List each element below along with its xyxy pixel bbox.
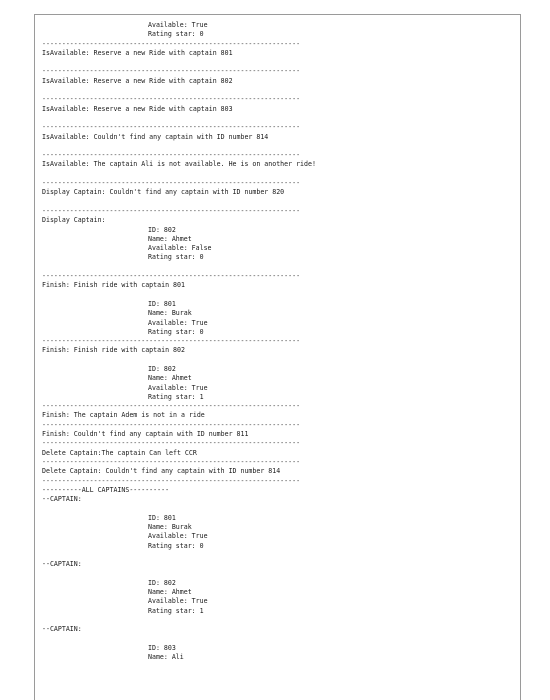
blank-line bbox=[42, 142, 520, 151]
log-line: Finish: The captain Adem is not in a ride bbox=[42, 411, 205, 420]
log-line: Finish: Couldn't find any captain with ID number 811 bbox=[42, 430, 249, 439]
blank-line bbox=[42, 263, 520, 272]
captain-detail-line: Rating star: 1 bbox=[148, 606, 204, 615]
captain-detail-line: Name: Ahmet bbox=[148, 234, 192, 243]
log-line: Finish: Finish ride with captain 802 bbox=[42, 346, 185, 355]
captain-detail-line: ID: 801 bbox=[148, 513, 176, 522]
log-line: Display Captain: Couldn't find any captain with ID number 820 bbox=[42, 188, 285, 197]
captain-detail-line: ID: 802 bbox=[148, 225, 176, 234]
blank-line bbox=[42, 504, 520, 513]
blank-line bbox=[42, 356, 520, 365]
captain-detail-line: Rating star: 0 bbox=[148, 30, 204, 39]
separator-line: ----------------------------------------------------------------- bbox=[42, 420, 301, 429]
captain-detail-line: ID: 803 bbox=[148, 643, 176, 652]
captain-detail-line: ID: 801 bbox=[148, 299, 176, 308]
console-output bbox=[42, 21, 520, 662]
log-line: IsAvailable: Reserve a new Ride with captain 801 bbox=[42, 48, 233, 57]
separator-line: ----------------------------------------------------------------- bbox=[42, 439, 301, 448]
separator-line: ----------------------------------------------------------------- bbox=[42, 67, 301, 76]
log-line: IsAvailable: Couldn't find any captain with ID number 814 bbox=[42, 132, 269, 141]
separator-line: ----------------------------------------------------------------- bbox=[42, 39, 301, 48]
blank-line bbox=[42, 198, 520, 207]
log-line: Delete Captain:The captain Can left CCR bbox=[42, 448, 197, 457]
captain-detail-line: Available: True bbox=[148, 597, 208, 606]
blank-line bbox=[42, 570, 520, 579]
separator-line: ----------------------------------------------------------------- bbox=[42, 206, 301, 215]
blank-line bbox=[42, 551, 520, 560]
captain-detail-line: Name: Burak bbox=[148, 523, 192, 532]
captain-detail-line: ID: 802 bbox=[148, 364, 176, 373]
log-line: Delete Captain: Couldn't find any captain with ID number 814 bbox=[42, 467, 281, 476]
separator-line: ----------------------------------------------------------------- bbox=[42, 179, 301, 188]
log-line: Display Captain: bbox=[42, 216, 106, 225]
blank-line bbox=[42, 114, 520, 123]
log-line: IsAvailable: Reserve a new Ride with captain 803 bbox=[42, 104, 233, 113]
captain-detail-line: Available: False bbox=[148, 244, 212, 253]
blank-line bbox=[42, 291, 520, 300]
captain-detail-line: ID: 802 bbox=[148, 578, 176, 587]
blank-line bbox=[42, 58, 520, 67]
blank-line bbox=[42, 635, 520, 644]
log-line: ----------ALL CAPTAINS---------- bbox=[42, 485, 170, 494]
captain-detail-line: Rating star: 0 bbox=[148, 327, 204, 336]
captain-detail-line: Rating star: 0 bbox=[148, 541, 204, 550]
separator-line: ----------------------------------------------------------------- bbox=[42, 123, 301, 132]
log-line: IsAvailable: The captain Ali is not available. He is on another ride! bbox=[42, 160, 316, 169]
log-line: Finish: Finish ride with captain 801 bbox=[42, 281, 185, 290]
captain-detail-line: Available: True bbox=[148, 532, 208, 541]
separator-line: ----------------------------------------------------------------- bbox=[42, 337, 301, 346]
separator-line: ----------------------------------------------------------------- bbox=[42, 476, 301, 485]
captain-detail-line: Rating star: 1 bbox=[148, 392, 204, 401]
separator-line: ----------------------------------------------------------------- bbox=[42, 457, 301, 466]
log-line: --CAPTAIN: bbox=[42, 495, 82, 504]
document-page bbox=[34, 14, 521, 700]
blank-line bbox=[42, 616, 520, 625]
separator-line: ----------------------------------------------------------------- bbox=[42, 402, 301, 411]
captain-detail-line: Available: True bbox=[148, 318, 208, 327]
captain-detail-line: Name: Burak bbox=[148, 309, 192, 318]
log-line: --CAPTAIN: bbox=[42, 560, 82, 569]
captain-detail-line: Name: Ahmet bbox=[148, 588, 192, 597]
blank-line bbox=[42, 170, 520, 179]
separator-line: ----------------------------------------------------------------- bbox=[42, 272, 301, 281]
separator-line: ----------------------------------------------------------------- bbox=[42, 95, 301, 104]
log-line: --CAPTAIN: bbox=[42, 625, 82, 634]
captain-detail-line: Rating star: 0 bbox=[148, 253, 204, 262]
captain-detail-line: Available: True bbox=[148, 21, 208, 29]
captain-detail-line: Name: Ahmet bbox=[148, 374, 192, 383]
blank-line bbox=[42, 86, 520, 95]
captain-detail-line: Name: Ali bbox=[148, 653, 184, 662]
separator-line: ----------------------------------------------------------------- bbox=[42, 151, 301, 160]
log-line: IsAvailable: Reserve a new Ride with captain 802 bbox=[42, 76, 233, 85]
captain-detail-line: Available: True bbox=[148, 383, 208, 392]
